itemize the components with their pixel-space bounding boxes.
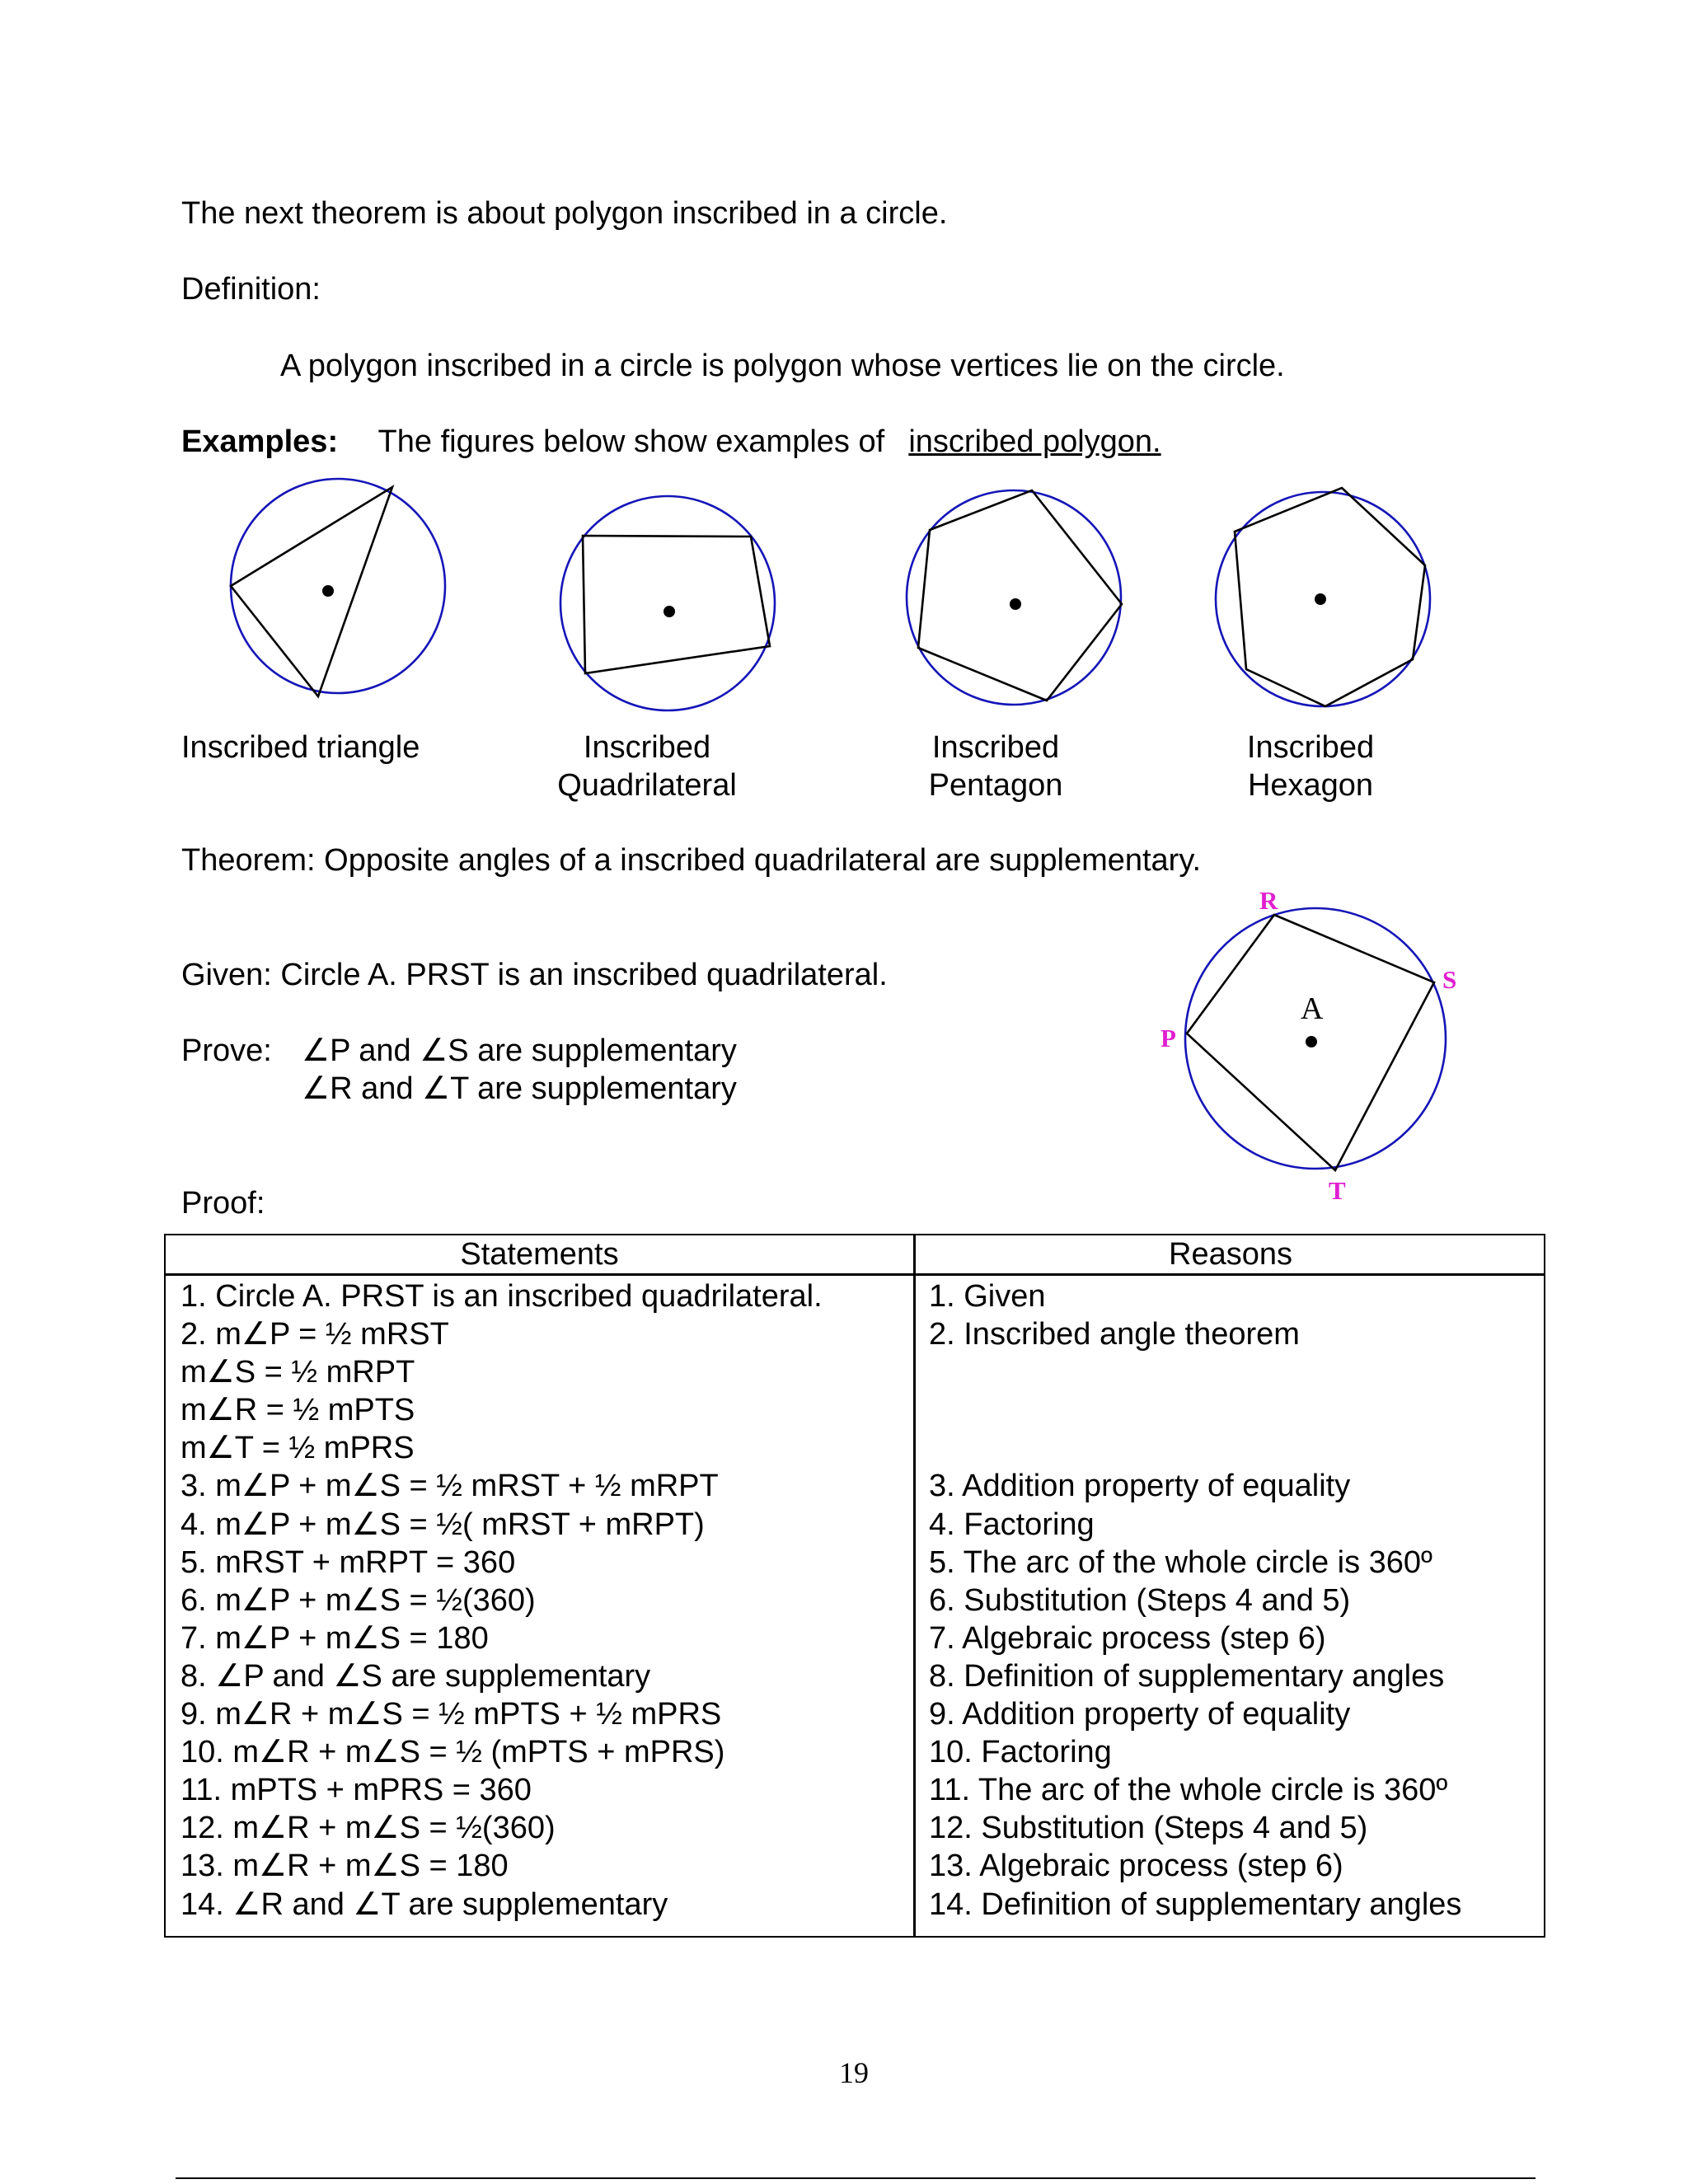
definition-text: A polygon inscribed in a circle is polygon whose vertices lie on the circle. xyxy=(280,349,1285,383)
statement-row: 12. m∠R + m∠S = ½(360) xyxy=(181,1811,556,1846)
prove-label: Prove: xyxy=(181,1033,272,1068)
examples-text: The figures below show examples of xyxy=(377,424,885,459)
statements-column xyxy=(181,1277,823,1924)
statement-row: m∠T = ½ mPRS xyxy=(181,1431,415,1466)
proof-label: Proof: xyxy=(181,1186,265,1221)
caption-hexagon-line2: Hexagon xyxy=(1247,768,1374,803)
theorem-text: Theorem: Opposite angles of a inscribed quadrilateral are supplementary. xyxy=(181,843,1202,878)
reason-row: 11. The arc of the whole circle is 360º xyxy=(929,1773,1448,1808)
proof-table xyxy=(164,1234,1545,1938)
reasons-column xyxy=(929,1277,1461,1924)
center-a-dot xyxy=(1306,1036,1317,1047)
statement-row: 1. Circle A. PRST is an inscribed quadrilateral. xyxy=(181,1279,823,1314)
statement-row: 14. ∠R and ∠T are supplementary xyxy=(181,1886,668,1922)
vertex-label-t: T xyxy=(1329,1176,1346,1205)
inscribed-polygon-link: inscribed polygon. xyxy=(908,424,1161,459)
reason-row xyxy=(929,1391,1461,1429)
center-label-a: A xyxy=(1301,991,1324,1026)
reason-row xyxy=(929,1429,1461,1467)
caption-triangle: Inscribed triangle xyxy=(181,730,420,765)
reason-row: 1. Given xyxy=(929,1279,1046,1314)
statement-row: 6. m∠P + m∠S = ½(360) xyxy=(181,1582,536,1618)
caption-hexagon-line1: Inscribed xyxy=(1246,730,1375,765)
reason-row: 2. Inscribed angle theorem xyxy=(929,1317,1300,1352)
table-header-divider xyxy=(166,1273,1544,1276)
page-number: 19 xyxy=(839,2056,869,2089)
statement-row: 2. m∠P = ½ mRST xyxy=(181,1317,449,1352)
vertex-label-r: R xyxy=(1259,886,1278,915)
statement-row: 8. ∠P and ∠S are supplementary xyxy=(181,1658,651,1694)
examples-label: Examples: xyxy=(181,424,339,459)
reason-row: 7. Algebraic process (step 6) xyxy=(929,1620,1326,1656)
vertex-label-p: P xyxy=(1160,1024,1176,1052)
caption-pentagon-line2: Pentagon xyxy=(928,768,1063,803)
reason-row: 12. Substitution (Steps 4 and 5) xyxy=(929,1811,1368,1846)
vertex-label-s: S xyxy=(1442,965,1457,994)
reason-row: 6. Substitution (Steps 4 and 5) xyxy=(929,1582,1351,1618)
caption-pentagon-line1: Inscribed xyxy=(931,730,1060,765)
prove-statement-2: ∠R and ∠T are supplementary xyxy=(302,1071,737,1106)
footer-rule xyxy=(176,2177,1536,2179)
statement-row: m∠R = ½ mPTS xyxy=(181,1393,415,1428)
prove-statement-1: ∠P and ∠S are supplementary xyxy=(302,1033,737,1068)
reason-row: 4. Factoring xyxy=(929,1507,1095,1542)
reason-row: 3. Addition property of equality xyxy=(929,1469,1351,1504)
reason-row: 10. Factoring xyxy=(929,1735,1112,1770)
statement-row: 7. m∠P + m∠S = 180 xyxy=(181,1620,489,1656)
reason-row: 8. Definition of supplementary angles xyxy=(929,1658,1445,1694)
reason-row: 13. Algebraic process (step 6) xyxy=(929,1849,1343,1884)
statement-row: 13. m∠R + m∠S = 180 xyxy=(181,1849,509,1884)
reason-row: 9. Addition property of equality xyxy=(929,1697,1351,1732)
statements-header: Statements xyxy=(460,1237,619,1272)
statement-row: 5. mRST + mRPT = 360 xyxy=(181,1544,516,1580)
intro-text: The next theorem is about polygon inscribed in a circle. xyxy=(181,196,948,231)
reason-row xyxy=(929,1353,1461,1391)
reason-row: 5. The arc of the whole circle is 360º xyxy=(929,1544,1432,1580)
statement-row: m∠S = ½ mRPT xyxy=(181,1355,415,1390)
statement-row: 10. m∠R + m∠S = ½ (mPTS + mPRS) xyxy=(181,1735,725,1770)
statement-row: 11. mPTS + mPRS = 360 xyxy=(181,1773,532,1808)
table-column-divider xyxy=(913,1235,916,1936)
caption-quadrilateral-line2: Quadrilateral xyxy=(557,768,737,803)
given-text: Given: Circle A. PRST is an inscribed quadrilateral. xyxy=(181,958,888,992)
definition-label: Definition: xyxy=(181,272,321,307)
statement-row: 9. m∠R + m∠S = ½ mPTS + ½ mPRS xyxy=(181,1697,722,1732)
statement-row: 4. m∠P + m∠S = ½( mRST + mRPT) xyxy=(181,1507,705,1542)
statement-row: 3. m∠P + m∠S = ½ mRST + ½ mRPT xyxy=(181,1469,719,1504)
reason-row: 14. Definition of supplementary angles xyxy=(929,1886,1462,1922)
reasons-header: Reasons xyxy=(1169,1237,1292,1272)
caption-quadrilateral-line1: Inscribed xyxy=(583,730,711,765)
